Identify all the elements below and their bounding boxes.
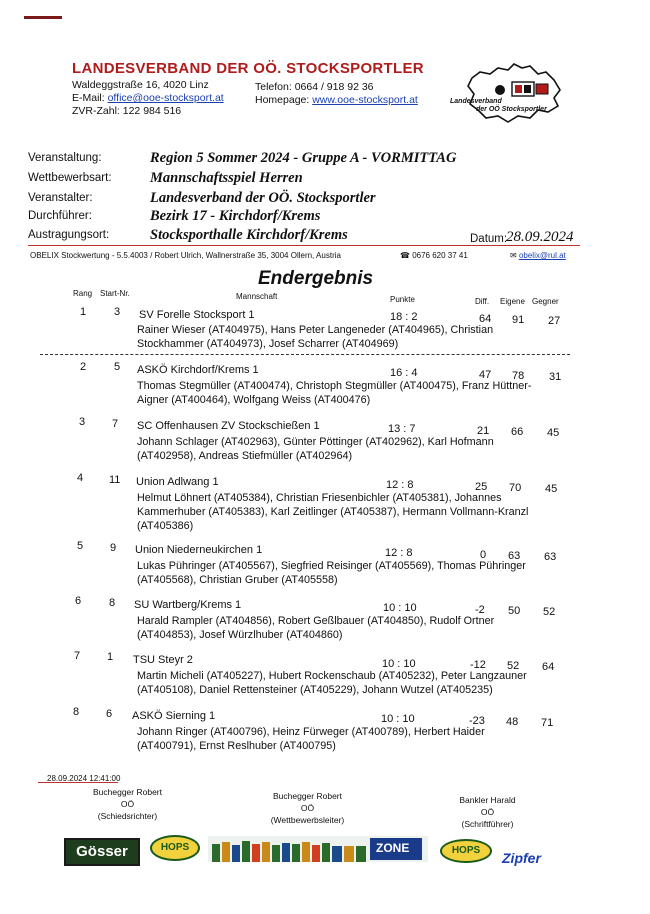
email-link[interactable]: office@ooe-stocksport.at bbox=[107, 92, 224, 104]
row-start: 8 bbox=[109, 597, 116, 609]
row-punkte: 16 : 4 bbox=[390, 367, 418, 379]
row-rang: 7 bbox=[74, 650, 81, 662]
sponsor-goesser-logo: Gösser bbox=[64, 838, 140, 866]
org-phone: Telefon: 0664 / 918 92 36 bbox=[255, 81, 374, 93]
software-phone: 0676 620 37 41 bbox=[412, 251, 468, 260]
col-gegner: Gegner bbox=[532, 297, 559, 306]
row-players: Thomas Stegmüller (AT400474), Christoph Stegmüller (AT400475), Franz Hüttner-Aigner (AT400464), Wolfgang Weiss (AT400476) bbox=[137, 380, 532, 406]
org-homepage-row bbox=[255, 94, 418, 107]
row-diff: -23 bbox=[469, 715, 485, 727]
col-punkte: Punkte bbox=[390, 295, 415, 304]
veranstaltung-value: Region 5 Sommer 2024 - Gruppe A - VORMITTAG bbox=[150, 150, 457, 166]
row-rang: 6 bbox=[75, 595, 82, 607]
row-rang: 8 bbox=[73, 706, 80, 718]
row-players: Martin Micheli (AT405227), Hubert Rockenschaub (AT405232), Peter Langzauner (AT405108), Daniel Rettensteiner (AT405229), Johann Wutzel (AT405235) bbox=[137, 670, 527, 696]
software-phone-row bbox=[400, 251, 468, 260]
row-punkte: 10 : 10 bbox=[383, 602, 417, 614]
signature-name: Buchegger Robert bbox=[93, 787, 162, 797]
org-email-row bbox=[72, 92, 224, 105]
mail-icon: ✉ bbox=[510, 251, 517, 260]
org-address: Waldeggstraße 16, 4020 Linz bbox=[72, 79, 209, 91]
row-rang: 2 bbox=[80, 361, 87, 373]
header-divider bbox=[28, 245, 580, 246]
durchfuehrer-value: Bezirk 17 - Kirchdorf/Krems bbox=[150, 208, 321, 224]
row-punkte: 13 : 7 bbox=[388, 423, 416, 435]
col-diff: Diff. bbox=[475, 297, 490, 306]
phone-icon: ☎ bbox=[400, 251, 410, 260]
row-eigene: 63 bbox=[508, 550, 521, 562]
top-mark bbox=[24, 16, 62, 19]
qualification-divider bbox=[40, 354, 570, 355]
row-start: 9 bbox=[110, 542, 117, 554]
row-team: TSU Steyr 2 bbox=[133, 654, 193, 666]
sponsor-zone-logo: ZONE bbox=[376, 841, 410, 855]
row-rang: 4 bbox=[77, 472, 84, 484]
row-team: Union Niederneukirchen 1 bbox=[135, 544, 263, 556]
durchfuehrer-label: Durchführer: bbox=[28, 210, 92, 222]
signature-role: (Schiedsrichter) bbox=[97, 811, 158, 821]
row-players: Rainer Wieser (AT404975), Hans Peter Langeneder (AT404965), Christian Stockhammer (AT404973), Josef Scharrer (AT404969) bbox=[137, 324, 494, 350]
signature-region: OÖ bbox=[120, 799, 135, 809]
row-eigene: 48 bbox=[506, 716, 519, 728]
veranstalter-value: Landesverband der OÖ. Stocksportler bbox=[150, 190, 376, 206]
row-team: SC Offenhausen ZV Stockschießen 1 bbox=[137, 420, 320, 432]
print-timestamp: 28.09.2024 12:41:00 bbox=[47, 774, 121, 783]
row-rang: 3 bbox=[79, 416, 86, 428]
email-label: E-Mail: bbox=[72, 92, 105, 104]
row-diff: 47 bbox=[479, 369, 492, 381]
signature-role: (Schriftführer) bbox=[461, 819, 514, 829]
signature-name: Bankler Harald bbox=[459, 795, 516, 805]
software-info: OBELIX Stockwertung - 5.5.4003 / Robert Ulrich, Wallnerstraße 35, 3004 Ollern, Austria bbox=[30, 251, 341, 260]
row-start: 11 bbox=[109, 474, 121, 486]
row-gegner: 52 bbox=[543, 606, 556, 618]
row-start: 7 bbox=[112, 418, 119, 430]
logo-text-line2: der OÖ Stocksportler bbox=[476, 106, 547, 113]
wettbewerbsart-value: Mannschaftsspiel Herren bbox=[150, 170, 303, 186]
row-rang: 1 bbox=[80, 306, 87, 318]
org-name: LANDESVERBAND DER OÖ. STOCKSPORTLER bbox=[72, 60, 424, 77]
row-players: Helmut Löhnert (AT405384), Christian Friesenbichler (AT405381), Johannes Kammerhuber (AT405383), Karl Zeitlinger (AT405387), Hermann Vollmann-Kranzl (AT405386) bbox=[137, 492, 529, 532]
row-gegner: 27 bbox=[548, 315, 561, 327]
row-gegner: 64 bbox=[542, 661, 555, 673]
row-players: Johann Schlager (AT402963), Günter Pöttinger (AT402962), Karl Hofmann (AT402958), Andreas Stiefmüller (AT402964) bbox=[137, 436, 494, 462]
row-eigene: 50 bbox=[508, 605, 521, 617]
row-gegner: 71 bbox=[541, 717, 554, 729]
row-eigene: 52 bbox=[507, 660, 520, 672]
row-punkte: 12 : 8 bbox=[386, 479, 414, 491]
row-diff: -12 bbox=[470, 659, 486, 671]
datum-label: Datum: bbox=[470, 233, 508, 245]
veranstalter-label: Veranstalter: bbox=[28, 192, 93, 204]
row-eigene: 70 bbox=[509, 482, 522, 494]
row-eigene: 66 bbox=[511, 426, 524, 438]
zvr-number: ZVR-Zahl: 122 984 516 bbox=[72, 105, 182, 117]
upper-austria-map-icon bbox=[450, 60, 575, 132]
signature-name: Buchegger Robert bbox=[273, 791, 342, 801]
signature-region: OÖ bbox=[480, 807, 495, 817]
row-gegner: 63 bbox=[544, 551, 557, 563]
row-eigene: 91 bbox=[512, 314, 525, 326]
row-punkte: 18 : 2 bbox=[390, 311, 418, 323]
row-players: Lukas Pühringer (AT405567), Siegfried Reisinger (AT405569), Thomas Pühringer (AT405568), Christian Gruber (AT405558) bbox=[137, 560, 526, 586]
signature-schriftfuehrer bbox=[440, 794, 535, 830]
homepage-link[interactable]: www.ooe-stocksport.at bbox=[312, 94, 418, 106]
austragungsort-label: Austragungsort: bbox=[28, 229, 110, 241]
logo-text-line1: Landesverband bbox=[450, 98, 502, 105]
row-players: Johann Ringer (AT400796), Heinz Fürweger (AT400789), Herbert Haider (AT400791), Ernst Reslhuber (AT400795) bbox=[137, 726, 485, 752]
row-team: Union Adlwang 1 bbox=[136, 476, 219, 488]
software-email-row bbox=[510, 251, 566, 260]
sponsor-hops-logo: HOPS bbox=[150, 835, 200, 861]
sponsor-bottles-banner bbox=[208, 836, 428, 862]
signature-region: OÖ bbox=[300, 803, 315, 813]
row-start: 5 bbox=[114, 361, 121, 373]
row-start: 1 bbox=[107, 651, 114, 663]
row-gegner: 45 bbox=[547, 427, 560, 439]
row-punkte: 10 : 10 bbox=[381, 713, 415, 725]
austragungsort-value: Stocksporthalle Kirchdorf/Krems bbox=[150, 227, 348, 243]
col-eigene: Eigene bbox=[500, 297, 525, 306]
sponsor-zipfer-logo: Zipfer bbox=[502, 850, 541, 866]
homepage-label: Homepage: bbox=[255, 94, 310, 106]
row-players: Harald Rampler (AT404856), Robert Geßlbauer (AT404850), Rudolf Ortner (AT404853), Josef Würzlhuber (AT404860) bbox=[137, 615, 495, 641]
col-rang: Rang bbox=[73, 289, 93, 298]
signature-wettbewerbsleiter bbox=[255, 790, 360, 826]
row-rang: 5 bbox=[77, 540, 84, 552]
col-team: Mannschaft bbox=[236, 292, 278, 301]
row-diff: 21 bbox=[477, 425, 490, 437]
association-logo bbox=[450, 60, 575, 132]
results-title: Endergebnis bbox=[258, 268, 374, 289]
row-punkte: 10 : 10 bbox=[382, 658, 416, 670]
signature-role: (Wettbewerbsleiter) bbox=[270, 815, 345, 825]
row-gegner: 31 bbox=[549, 371, 562, 383]
row-team: SU Wartberg/Krems 1 bbox=[134, 599, 242, 611]
row-punkte: 12 : 8 bbox=[385, 547, 413, 559]
row-eigene: 78 bbox=[512, 370, 525, 382]
sponsor-hops-logo-2: HOPS bbox=[440, 839, 492, 863]
row-diff: -2 bbox=[475, 604, 485, 616]
row-diff: 0 bbox=[480, 549, 487, 561]
row-team: ASKÖ Kirchdorf/Krems 1 bbox=[137, 364, 259, 376]
signature-schiedsrichter bbox=[80, 786, 175, 822]
row-start: 3 bbox=[114, 306, 121, 318]
row-diff: 64 bbox=[479, 313, 492, 325]
row-start: 6 bbox=[106, 708, 113, 720]
datum-value: 28.09.2024 bbox=[506, 229, 574, 245]
col-start: Start-Nr. bbox=[100, 289, 130, 298]
wettbewerbsart-label: Wettbewerbsart: bbox=[28, 172, 112, 184]
software-email[interactable]: obelix@rul.at bbox=[518, 251, 566, 260]
row-team: SV Forelle Stocksport 1 bbox=[139, 309, 255, 321]
row-team: ASKÖ Sierning 1 bbox=[132, 710, 216, 722]
row-gegner: 45 bbox=[545, 483, 558, 495]
row-diff: 25 bbox=[475, 481, 488, 493]
veranstaltung-label: Veranstaltung: bbox=[28, 152, 102, 164]
